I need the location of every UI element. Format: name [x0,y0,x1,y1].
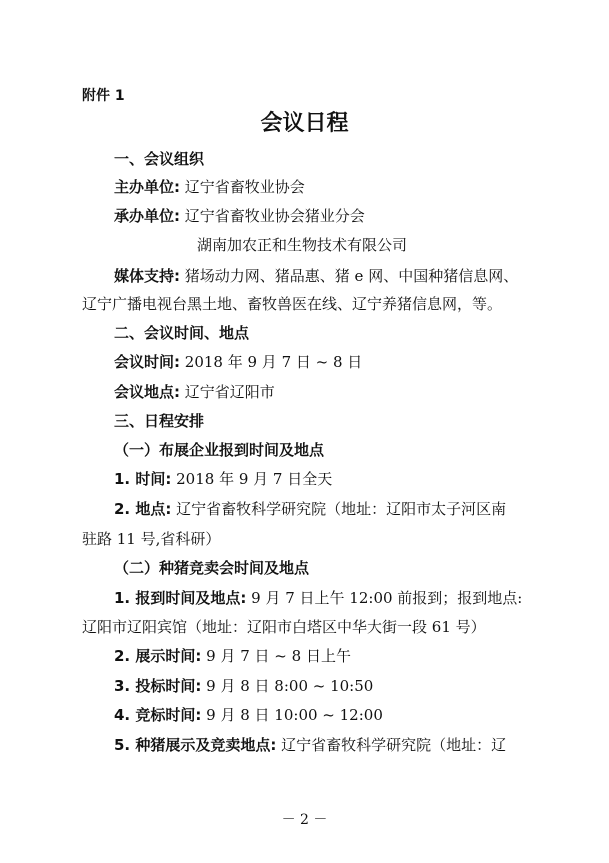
section-1-heading: 一、会议组织 [114,150,205,168]
organizer-value-2: 湖南加农正和生物技术有限公司 [197,236,408,254]
sub2-item-3-value: 9 月 8 日 8:00 ~ 10:50 [206,677,374,695]
media-label: 媒体支持: [114,267,180,285]
sub1-item-1 [114,469,332,489]
organizer-row [114,206,365,226]
attachment-label: 附件 1 [82,88,125,104]
host-label: 主办单位: [114,178,180,196]
meeting-place-row [114,382,275,402]
sub2-item-1-value: 9 月 7 日上午 12:00 前报到；报到地点: [251,589,523,607]
subsection-1-heading: （一）布展企业报到时间及地点 [114,441,325,459]
sub2-item-1-label: 1. 报到时间及地点: [114,589,247,607]
host-row [114,177,305,197]
sub1-item-2 [114,499,506,519]
sub2-item-5 [114,735,506,755]
sub1-item-2-value-2: 驻路 11 号,省科研） [82,530,221,548]
host-value: 辽宁省畜牧业协会 [184,178,305,196]
sub2-item-2-label: 2. 展示时间: [114,647,202,665]
media-value-2: 辽宁广播电视台黑土地、畜牧兽医在线、辽宁养猪信息网，等。 [82,295,503,313]
sub1-item-1-label: 1. 时间: [114,470,172,488]
sub2-item-2-value: 9 月 7 日 ~ 8 日上午 [206,647,351,665]
sub2-item-4-value: 9 月 8 日 10:00 ~ 12:00 [206,706,383,724]
page-title: 会议日程 [260,111,349,136]
media-row [114,266,518,286]
sub1-item-2-label: 2. 地点: [114,500,172,518]
sub2-item-1-value-2: 辽阳市辽阳宾馆（地址：辽阳市白塔区中华大街一段 61 号） [82,618,486,636]
sub2-item-1 [114,588,522,608]
sub2-item-4-label: 4. 竞标时间: [114,706,202,724]
sub2-item-4 [114,705,383,725]
subsection-2-heading: （二）种猪竞卖会时间及地点 [114,559,310,577]
meeting-place-value: 辽宁省辽阳市 [184,383,275,401]
section-3-heading: 三、日程安排 [114,412,205,430]
sub2-item-3-label: 3. 投标时间: [114,677,202,695]
media-value: 猪场动力网、猪品惠、猪 e 网、中国种猪信息网、 [184,267,519,285]
organizer-value: 辽宁省畜牧业协会猪业分会 [184,207,365,225]
sub2-item-5-value: 辽宁省畜牧科学研究院（地址：辽 [281,736,507,754]
page-number: － 2 － [281,812,328,828]
meeting-time-value: 2018 年 9 月 7 日 ~ 8 日 [184,353,363,371]
organizer-label: 承办单位: [114,207,180,225]
section-2-heading: 二、会议时间、地点 [114,324,250,342]
sub2-item-3 [114,676,373,696]
sub2-item-5-label: 5. 种猪展示及竞卖地点: [114,736,277,754]
sub1-item-1-value: 2018 年 9 月 7 日全天 [176,470,333,488]
meeting-place-label: 会议地点: [114,383,180,401]
sub2-item-2 [114,646,351,666]
meeting-time-row [114,352,362,372]
sub1-item-2-value: 辽宁省畜牧科学研究院（地址：辽阳市太子河区南 [176,500,507,518]
meeting-time-label: 会议时间: [114,353,180,371]
